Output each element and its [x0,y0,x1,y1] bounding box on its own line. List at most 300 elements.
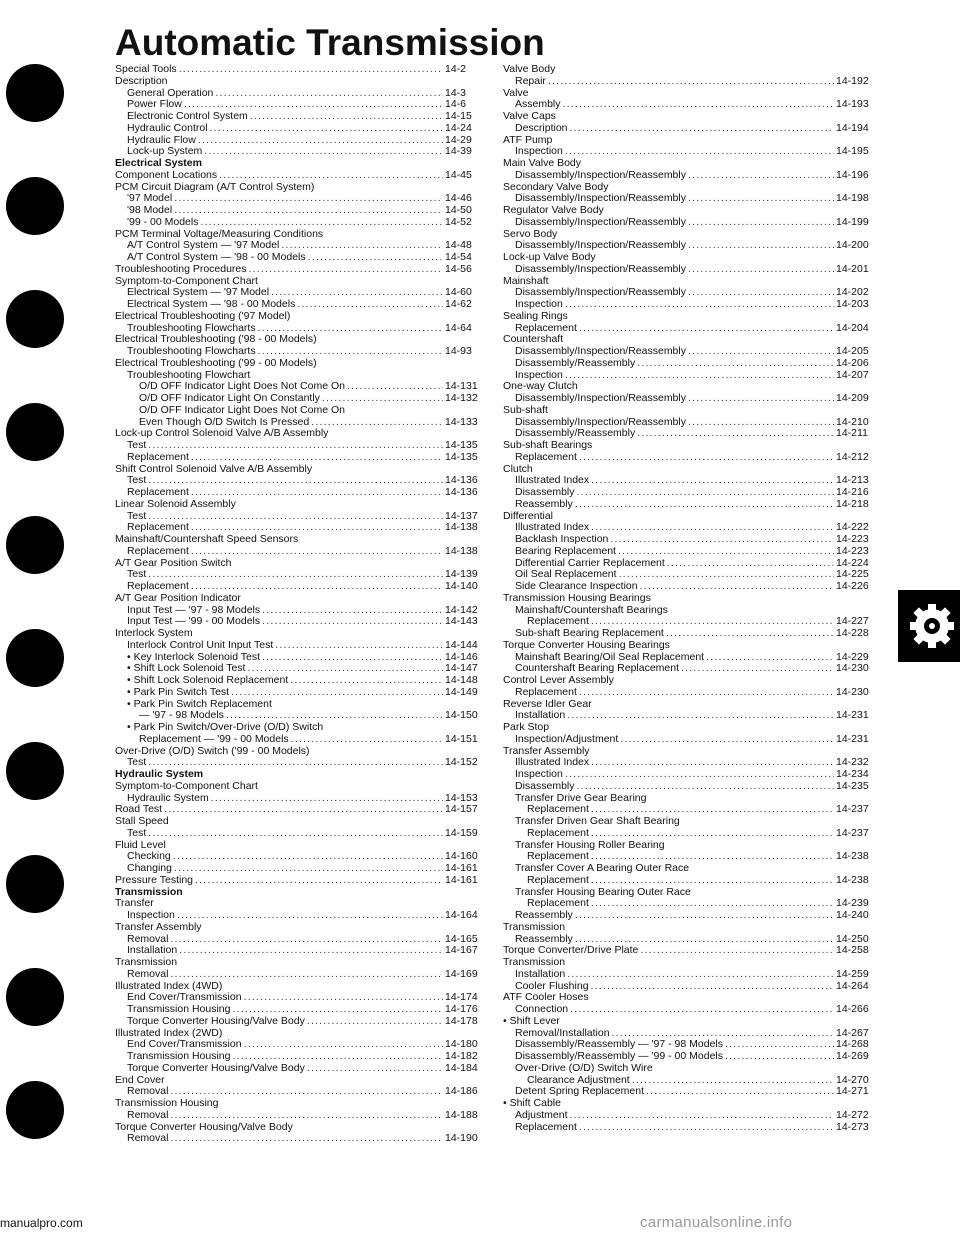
index-heading [503,922,876,934]
index-entry [503,76,876,88]
entry-title: Cooler Flushing [515,979,589,992]
entry-page-number: 14-54 [445,251,472,263]
entry-title: ATF Cooler Hoses [503,991,589,1004]
entry-page-number: 14-180 [445,1038,478,1051]
entry-page-number: 14-45 [445,168,472,181]
entry-title: Illustrated Index [515,474,590,487]
entry-title: Illustrated Index [515,756,590,769]
index-entry [115,170,485,182]
entry-page-number: 14-160 [445,850,478,863]
binding-hole [6,855,64,913]
entry-title: Hydraulic Flow [127,133,196,146]
leader-dots [688,346,834,358]
entry-title: Troubleshooting Flowcharts [127,345,256,357]
binding-hole [6,64,64,122]
entry-title: Electrical Troubleshooting ('97 Model) [115,309,291,322]
entry-title: Adjustment [515,1108,568,1121]
leader-dots [249,264,443,276]
index-entry [115,875,485,887]
index-heading [115,746,485,758]
leader-dots [290,675,443,687]
entry-page-number: 14-144 [445,638,478,651]
entry-title: Detent Spring Replacement [515,1085,644,1098]
index-entry [115,793,485,805]
entry-page-number: 14-268 [836,1038,869,1051]
index-entry [115,804,485,816]
entry-title: Disassembly/Inspection/Reassembly [515,262,686,275]
entry-title: Electrical Troubleshooting ('99 - 00 Models) [115,356,317,369]
index-entry [503,1110,876,1122]
index-heading [115,957,485,969]
index-entry [115,1016,485,1028]
leader-dots [688,170,834,182]
entry-page-number: 14-204 [836,321,869,334]
entry-title: Description [515,121,568,134]
leader-dots [577,781,834,793]
index-heading [115,722,485,734]
entry-title: Valve [503,86,529,99]
entry-page-number: 14-225 [836,568,869,581]
leader-dots [311,417,443,429]
entry-title: • Park Pin Switch Replacement [127,697,272,710]
entry-title: A/T Control System — '97 Model [127,239,280,252]
index-entry [115,252,485,264]
entry-page-number: 14-15 [445,110,472,122]
index-right-column [503,64,876,1133]
index-heading [503,863,876,875]
entry-title: Special Tools [115,63,177,75]
entry-title: Transfer Housing Roller Bearing [515,838,665,851]
entry-title: End Cover [115,1073,165,1086]
index-heading [503,252,876,264]
entry-title: Fluid Level [115,838,166,851]
entry-title: Transfer Assembly [503,744,590,757]
entry-page-number: 14-192 [836,74,869,87]
leader-dots [579,1122,834,1134]
entry-page-number: 14-209 [836,392,869,404]
leader-dots [200,217,443,229]
entry-page-number: 14-272 [836,1108,869,1121]
index-heading [115,1075,485,1087]
leader-dots [688,193,834,205]
index-heading [503,64,876,76]
entry-title: Test [127,568,147,581]
entry-page-number: 14-196 [836,168,869,181]
entry-title: Transfer [115,897,154,910]
leader-dots [198,135,443,147]
entry-page-number: 14-138 [445,521,478,534]
leader-dots [308,252,443,264]
entry-title: Side Clearance Inspection [515,580,638,592]
entry-title: Hydraulic System [115,768,204,780]
entry-title: Electrical System — '97 Model [127,286,270,299]
entry-page-number: 14-167 [445,944,478,957]
entry-page-number: 14-3 [445,86,467,99]
entry-page-number: 14-266 [836,1003,869,1015]
entry-page-number: 14-140 [445,580,478,592]
entry-title: Transmission [503,920,566,933]
entry-page-number: 14-149 [445,685,478,698]
leader-dots [591,981,834,993]
entry-title: Valve Body [503,63,556,75]
entry-title: Illustrated Index (2WD) [115,1026,223,1039]
index-entry [503,1004,876,1016]
leader-dots [231,687,443,699]
leader-dots [191,546,443,558]
entry-page-number: 14-135 [445,439,478,451]
entry-title: Disassembly/Inspection/Reassembly [515,239,686,252]
entry-page-number: 14-29 [445,133,472,146]
entry-title: PCM Terminal Voltage/Measuring Conditions [115,227,324,240]
index-entry [115,910,485,922]
index-heading [115,922,485,934]
leader-dots [575,499,834,511]
entry-title: Test [127,439,147,451]
index-entry [503,487,876,499]
index-entry [115,123,485,135]
entry-title: Transfer Drive Gear Bearing [515,791,647,804]
entry-page-number: 14-235 [836,779,869,792]
entry-title: Backlash Inspection [515,533,609,545]
leader-dots [579,452,834,464]
leader-dots [565,299,834,311]
index-entry [115,640,485,652]
index-heading [115,405,485,417]
entry-title: '99 - 00 Models [127,215,199,228]
index-entry [115,1063,485,1075]
entry-title: Regulator Valve Body [503,204,604,216]
leader-dots [577,487,834,499]
entry-title: Reverse Idler Gear [503,697,592,710]
leader-dots [297,299,443,311]
entry-title: Shift Control Solenoid Valve A/B Assembly [115,462,313,475]
entry-title: Torque Converter Housing Bearings [503,638,670,651]
entry-title: Countershaft [503,333,564,346]
entry-title: Test [127,756,147,769]
entry-title: Pressure Testing [115,873,194,886]
leader-dots [640,581,834,593]
entry-page-number: 14-161 [445,862,478,874]
entry-title: Replacement [527,873,589,886]
index-entry [503,358,876,370]
leader-dots [610,534,834,546]
leader-dots [667,558,834,570]
entry-title: ATF Pump [503,133,553,146]
leader-dots [232,1051,443,1063]
entry-page-number: 14-226 [836,580,869,592]
leader-dots [271,287,443,299]
index-entry [115,452,485,464]
leader-dots [591,828,834,840]
entry-title: Torque Converter Housing/Valve Body [115,1120,293,1133]
entry-title: — '97 - 98 Models [139,709,224,722]
entry-page-number: 14-193 [836,98,869,111]
entry-title: Checking [127,850,171,863]
entry-title: • Shift Lock Solenoid Replacement [127,674,289,686]
leader-dots [688,287,834,299]
entry-title: Disassembly/Inspection/Reassembly [515,415,686,428]
entry-title: Reassembly [515,497,573,510]
index-entry [115,440,485,452]
entry-title: Inspection/Adjustment [515,732,619,745]
index-entry [503,393,876,405]
leader-dots [148,475,443,487]
entry-title: Electrical System [115,157,202,169]
entry-title: Transmission Housing [127,1050,231,1062]
transmission-gear-icon [898,590,960,662]
index-entry [503,969,876,981]
index-heading [115,534,485,546]
leader-dots [195,875,443,887]
leader-dots [688,264,834,276]
entry-title: Replacement [515,321,577,334]
entry-title: Mainshaft Bearing/Oil Seal Replacement [515,650,705,663]
leader-dots [174,863,443,875]
index-heading [503,675,876,687]
entry-title: Bearing Replacement [515,544,616,557]
leader-dots [579,687,834,699]
leader-dots [618,546,834,558]
entry-title: Lock-up System [127,145,203,158]
leader-dots [591,757,834,769]
entry-page-number: 14-60 [445,286,472,299]
entry-title: '98 Model [127,204,173,216]
entry-title: Removal [127,967,169,980]
entry-title: Servo Body [503,227,558,240]
entry-title: Replacement [527,897,589,910]
index-heading [115,769,485,781]
entry-page-number: 14-188 [445,1108,478,1121]
index-heading [503,957,876,969]
entry-page-number: 14-2 [445,63,467,75]
entry-title: Replacement — '99 - 00 Models [139,732,289,745]
leader-dots [204,146,443,158]
index-entry [503,99,876,111]
entry-page-number: 14-228 [836,627,869,639]
index-entry [503,581,876,593]
entry-title: Stall Speed [115,815,169,827]
entry-title: Test [127,474,147,487]
entry-page-number: 14-133 [445,415,478,428]
entry-title: Countershaft Bearing Replacement [515,662,680,675]
entry-page-number: 14-164 [445,909,478,921]
entry-page-number: 14-198 [836,192,869,205]
binding-holes [0,0,62,1242]
leader-dots [347,381,443,393]
entry-page-number: 14-211 [836,427,868,440]
entry-title: Disassembly/Reassembly [515,356,636,369]
entry-title: Transfer Assembly [115,920,202,933]
leader-dots [563,99,834,111]
entry-title: Power Flow [127,98,182,111]
leader-dots [579,323,834,335]
index-entry [503,170,876,182]
entry-title: Removal/Installation [515,1026,610,1039]
entry-title: O/D OFF Indicator Light Does Not Come On [139,403,345,416]
index-heading [115,593,485,605]
entry-title: Input Test — '97 - 98 Models [127,603,261,616]
entry-title: Input Test — '99 - 00 Models [127,615,261,628]
index-heading [115,428,485,440]
index-entry [115,675,485,687]
entry-title: Disassembly/Inspection/Reassembly [515,168,686,181]
entry-title: Disassembly [515,486,575,498]
index-entry [115,1110,485,1122]
footer-source: manualpro.com [0,1216,87,1230]
entry-title: Mainshaft/Countershaft Bearings [515,603,668,616]
leader-dots [666,628,834,640]
entry-page-number: 14-223 [836,544,869,557]
index-heading [115,158,485,170]
entry-title: Differential [503,509,553,522]
entry-page-number: 14-232 [836,756,869,769]
leader-dots [548,76,834,88]
entry-title: Lock-up Valve Body [503,251,596,263]
entry-page-number: 14-223 [836,533,869,545]
leader-dots [191,452,443,464]
leader-dots [575,910,834,922]
entry-page-number: 14-150 [445,709,478,722]
leader-dots [688,217,834,229]
entry-title: Disassembly/Inspection/Reassembly [515,392,686,404]
entry-title: A/T Gear Position Switch [115,556,232,569]
index-entry [115,393,485,405]
entry-page-number: 14-267 [836,1026,869,1039]
entry-title: '97 Model [127,192,173,205]
entry-title: Oil Seal Replacement [515,568,617,581]
index-heading [115,358,485,370]
entry-page-number: 14-237 [836,803,869,816]
leader-dots [688,240,834,252]
entry-page-number: 14-93 [445,345,472,357]
leader-dots [258,346,443,358]
index-heading [115,499,485,511]
entry-page-number: 14-152 [445,756,478,769]
index-heading [503,158,876,170]
entry-title: General Operation [127,86,214,99]
entry-page-number: 14-195 [836,145,869,158]
index-entry [503,499,876,511]
index-entry [115,346,485,358]
leader-dots [725,1051,834,1063]
index-heading [115,464,485,476]
entry-title: Replacement [527,615,589,628]
entry-title: Main Valve Body [503,157,582,169]
entry-title: Replacement [527,850,589,863]
leader-dots [620,734,834,746]
leader-dots [173,851,443,863]
entry-title: Reassembly [515,932,573,945]
leader-dots [191,581,443,593]
entry-title: Installation [515,967,566,980]
entry-page-number: 14-165 [445,932,478,945]
leader-dots [210,123,443,135]
entry-page-number: 14-205 [836,345,869,357]
entry-title: Inspection [127,909,175,921]
entry-title: Reassembly [515,909,573,921]
entry-page-number: 14-231 [836,732,869,745]
entry-page-number: 14-229 [836,650,869,663]
entry-title: End Cover/Transmission [127,991,242,1004]
entry-page-number: 14-56 [445,262,472,275]
leader-dots [291,734,443,746]
entry-title: Transfer Housing Bearing Outer Race [515,885,691,898]
index-heading [115,311,485,323]
entry-title: Transmission Housing Bearings [503,591,651,604]
entry-page-number: 14-239 [836,897,869,910]
index-heading [115,887,485,899]
entry-page-number: 14-157 [445,803,478,816]
index-entry [115,217,485,229]
entry-title: A/T Control System — '98 - 00 Models [127,251,306,263]
leader-dots [637,428,834,440]
leader-dots [244,1039,443,1051]
entry-page-number: 14-230 [836,662,869,675]
entry-page-number: 14-199 [836,215,869,228]
entry-title: Sub-shaft Bearings [503,439,593,451]
entry-title: End Cover/Transmission [127,1038,242,1051]
leader-dots [148,828,443,840]
index-entry [115,205,485,217]
index-entry [503,546,876,558]
entry-title: Removal [127,1085,169,1098]
entry-page-number: 14-206 [836,356,869,369]
index-entry [115,1004,485,1016]
entry-title: Replacement [127,450,189,463]
index-heading [115,558,485,570]
index-heading [503,722,876,734]
index-entry [115,1133,485,1145]
index-heading [115,76,485,88]
entry-title: Lock-up Control Solenoid Valve A/B Assembly [115,427,329,440]
entry-page-number: 14-39 [445,145,472,158]
entry-title: Symptom-to-Component Chart [115,779,258,792]
entry-title: One-way Clutch [503,380,578,393]
entry-title: Over-Drive (O/D) Switch ('99 - 00 Models) [115,744,310,757]
entry-title: • Shift Cable [503,1097,561,1109]
page-title: Automatic Transmission [115,22,545,63]
entry-page-number: 14-153 [445,791,478,804]
entry-title: Installation [515,709,566,722]
entry-title: Replacement [127,521,189,534]
entry-page-number: 14-146 [445,650,478,663]
index-entry [115,863,485,875]
entry-title: Troubleshooting Flowcharts [127,321,256,334]
leader-dots [591,875,834,887]
entry-title: Secondary Valve Body [503,180,609,193]
leader-dots [232,1004,443,1016]
leader-dots [211,793,443,805]
entry-page-number: 14-50 [445,204,472,216]
index-entry [503,828,876,840]
entry-page-number: 14-46 [445,192,472,205]
entry-page-number: 14-273 [836,1120,869,1133]
entry-page-number: 14-231 [836,709,869,722]
entry-page-number: 14-212 [836,450,869,463]
index-heading [115,1122,485,1134]
entry-page-number: 14-230 [836,685,869,698]
index-entry [115,969,485,981]
leader-dots [681,663,834,675]
leader-dots [215,88,443,100]
index-heading [503,1016,876,1028]
entry-page-number: 14-238 [836,873,869,886]
entry-title: Differential Carrier Replacement [515,556,665,569]
leader-dots [706,652,834,664]
entry-title: Control Lever Assembly [503,674,614,686]
leader-dots [565,769,834,781]
leader-dots [688,393,834,405]
